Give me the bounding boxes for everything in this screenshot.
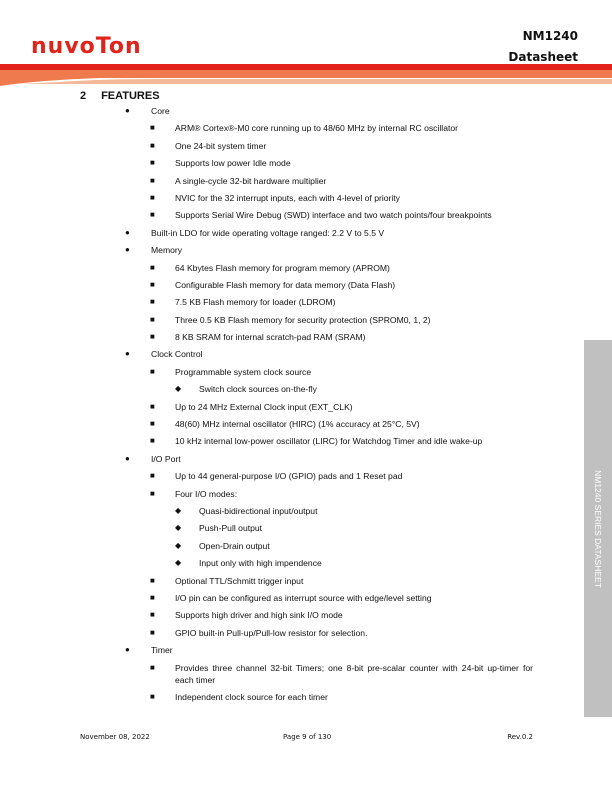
section-title: FEATURES: [101, 90, 160, 102]
list-item: [0, 401, 533, 413]
list-item: [0, 331, 533, 343]
list-item: [0, 470, 533, 482]
list-item: [0, 505, 533, 517]
list-item: [0, 348, 533, 360]
list-item: [0, 262, 533, 274]
footer-date: November 08, 2022: [80, 733, 150, 741]
list-item: [0, 192, 533, 204]
bullet-diamond-icon: ◆: [175, 505, 182, 515]
section-number: 2: [80, 90, 87, 102]
list-item: [0, 314, 533, 326]
list-item-text: GPIO built-in Pull-up/Pull-low resistor for selection.: [175, 627, 368, 638]
bullet-square-icon: ■: [150, 436, 155, 446]
list-item-text: Input only with high impendence: [199, 558, 322, 569]
bullet-square-icon: ■: [150, 158, 155, 168]
list-item: [0, 488, 533, 500]
bullet-square-icon: ■: [150, 366, 155, 376]
list-item-text: Supports high driver and high sink I/O mode: [175, 610, 343, 621]
list-item-text: 7.5 KB Flash memory for loader (LDROM): [175, 297, 336, 308]
list-item-text: I/O pin can be configured as interrupt source with edge/level setting: [175, 592, 432, 603]
list-item-text: A single-cycle 32-bit hardware multiplier: [175, 175, 327, 186]
list-item-text: Timer: [151, 645, 173, 656]
list-item-text: Optional TTL/Schmitt trigger input: [175, 575, 304, 586]
list-item-text: Three 0.5 KB Flash memory for security protection (SPROM0, 1, 2): [175, 314, 431, 325]
side-tab: [584, 340, 612, 717]
list-item: [0, 609, 533, 621]
list-item-text: ARM® Cortex®-M0 core running up to 48/60 MHz by internal RC oscillator: [175, 123, 458, 134]
list-item-text: Independent clock source for each timer: [175, 691, 328, 702]
bullet-square-icon: ■: [150, 471, 155, 481]
bullet-diamond-icon: ◆: [175, 540, 182, 550]
list-item-text: Up to 24 MHz External Clock input (EXT_CLK): [175, 401, 353, 412]
bullet-square-icon: ■: [150, 279, 155, 289]
list-item: [0, 435, 533, 447]
bullet-dot-icon: ●: [125, 227, 130, 237]
bullet-dot-icon: ●: [125, 106, 130, 115]
list-item-text: 64 Kbytes Flash memory for program memory (APROM): [175, 262, 390, 273]
list-item-text: Provides three channel 32-bit Timers; one 8-bit pre-scalar counter with 24-bit up-timer for each timer: [175, 662, 533, 685]
bullet-square-icon: ■: [150, 488, 155, 498]
bullet-square-icon: ■: [150, 662, 155, 672]
bullet-square-icon: ■: [150, 175, 155, 185]
list-item-text: 48(60) MHz internal oscillator (HIRC) (1% accuracy at 25°C, 5V): [175, 419, 420, 430]
list-item-text: Up to 44 general-purpose I/O (GPIO) pads and 1 Reset pad: [175, 471, 403, 482]
bullet-square-icon: ■: [150, 592, 155, 602]
bullet-diamond-icon: ◆: [175, 523, 182, 533]
list-item-text: Clock Control: [151, 349, 203, 360]
list-item: [0, 644, 533, 656]
bullet-square-icon: ■: [150, 691, 155, 701]
bullet-dot-icon: ●: [125, 453, 130, 463]
list-item: [0, 453, 533, 465]
bullet-dot-icon: ●: [125, 349, 130, 359]
bullet-square-icon: ■: [150, 401, 155, 411]
bullet-dot-icon: ●: [125, 645, 130, 655]
bullet-square-icon: ■: [150, 297, 155, 307]
bullet-diamond-icon: ◆: [175, 384, 182, 394]
list-item-text: 8 KB SRAM for internal scratch-pad RAM (SRAM): [175, 332, 366, 343]
list-item: [0, 522, 533, 534]
list-item-text: Programmable system clock source: [175, 366, 312, 377]
list-item: [0, 383, 533, 395]
list-item-text: Memory: [151, 245, 183, 256]
section-heading: [80, 90, 160, 102]
list-item-text: 10 kHz internal low-power oscillator (LIRC) for Watchdog Timer and idle wake-up: [175, 436, 483, 447]
list-item: [0, 296, 533, 308]
list-item: [0, 105, 533, 117]
bullet-square-icon: ■: [150, 210, 155, 220]
bullet-square-icon: ■: [150, 123, 155, 133]
bullet-square-icon: ■: [150, 332, 155, 342]
list-item: [0, 662, 533, 686]
list-item: [0, 540, 533, 552]
list-item-text: Push-Pull output: [199, 523, 263, 534]
list-item: [0, 592, 533, 604]
list-item-text: Supports low power Idle mode: [175, 158, 291, 169]
document-type: Datasheet: [508, 50, 578, 64]
list-item-text: Supports Serial Wire Debug (SWD) interface and two watch points/four breakpoints: [175, 210, 492, 221]
list-item-text: NVIC for the 32 interrupt inputs, each with 4-level of priority: [175, 192, 400, 203]
list-item-text: I/O Port: [151, 453, 181, 464]
list-item-text: Core: [151, 106, 170, 116]
list-item-text: Built-in LDO for wide operating voltage ranged: 2.2 V to 5.5 V: [151, 227, 385, 238]
list-item: [0, 279, 533, 291]
list-item-text: Switch clock sources on-the-fly: [199, 384, 317, 395]
bullet-diamond-icon: ◆: [175, 558, 182, 568]
list-item: [0, 691, 533, 703]
feature-list: [0, 105, 612, 708]
bullet-square-icon: ■: [150, 575, 155, 585]
bullet-square-icon: ■: [150, 192, 155, 202]
list-item: [0, 175, 533, 187]
product-name: NM1240: [522, 29, 578, 43]
list-item-text: Quasi-bidirectional input/output: [199, 505, 318, 516]
list-item: [0, 157, 533, 169]
list-item: [0, 244, 533, 256]
list-item-text: Configurable Flash memory for data memory (Data Flash): [175, 279, 396, 290]
side-tab-label: NM1240 SERIES DATASHEET: [593, 469, 603, 588]
list-item: [0, 209, 533, 221]
footer-page: Page 9 of 130: [283, 733, 332, 741]
list-item: [0, 227, 533, 239]
list-item-text: Four I/O modes:: [175, 488, 238, 499]
list-item: [0, 366, 533, 378]
bullet-square-icon: ■: [150, 419, 155, 429]
bullet-square-icon: ■: [150, 627, 155, 637]
bullet-square-icon: ■: [150, 610, 155, 620]
list-item: [0, 122, 533, 134]
bullet-square-icon: ■: [150, 314, 155, 324]
bullet-dot-icon: ●: [125, 245, 130, 255]
nuvoton-logo: nuvoTon: [31, 34, 142, 59]
list-item: [0, 575, 533, 587]
list-item: [0, 557, 533, 569]
list-item: [0, 418, 533, 430]
footer-revision: Rev.0.2: [507, 733, 533, 741]
list-item: [0, 140, 533, 152]
list-item-text: Open-Drain output: [199, 540, 270, 551]
list-item: [0, 627, 533, 639]
bullet-square-icon: ■: [150, 262, 155, 272]
list-item-text: One 24-bit system timer: [175, 140, 267, 151]
header-banner: [0, 64, 612, 86]
bullet-square-icon: ■: [150, 140, 155, 150]
